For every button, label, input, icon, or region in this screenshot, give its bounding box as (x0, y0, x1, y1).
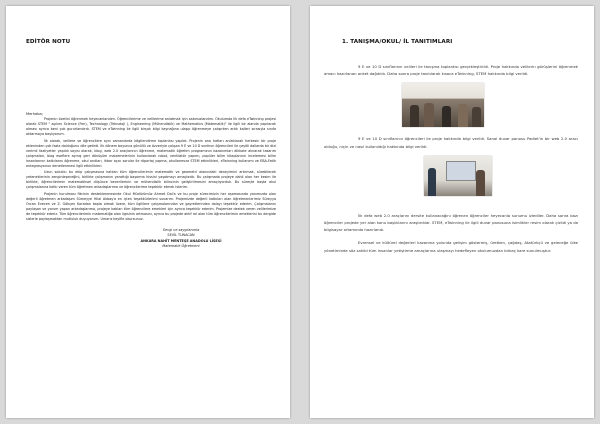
greeting: Merhaba; (26, 112, 43, 116)
right-page (310, 6, 594, 418)
section-heading: 1. TANIŞMA/OKUL/ İL TANITIMLARI (342, 39, 453, 45)
editor-photo-placeholder (26, 51, 86, 105)
left-page (6, 6, 290, 418)
right-paragraph-1: 9 E ve 10 D sınıflarının velileri ile tanışma toplantısı gerçekleştirildi. Proje hakkında velilerin görüşlerini öğrenmek amacı hazırlanan anket dağıtıldı. Daha sonra proje tanıtılarak kısaca eTwinning, STEM hakkında bilgi verildi. (324, 64, 578, 77)
signature-closing: Sevgi ve saygılarımla (162, 227, 200, 232)
signature-block (86, 228, 276, 250)
editor-paragraph-3: Uzun soluklu bu ekip çalışmasına katılan tüm öğrencilerimin matematik ve geometri alanındaki deneyimini artırmak, sürebilecek yeteneklerinin zenginleşeceğini, birlikte çalışmanın yarattığı başarma hissini yaşatmayı amaçladık. Bu çalışmada projeye dahil olan her kesim ile birlikte, öğrencilerimin matematiksel düşünce becerilerinin ve mühendislik bilincinin geliştirilmesini amaçlıyorduk. Bu süreçte başta okul çalışmalarına katkı veren tüm öğretmen arkadaşlarıma ve öğrencilerime teşekkür etmek isterim. (26, 170, 276, 189)
signature-name: SEVİL TUNACAN (167, 233, 195, 238)
right-paragraph-4: Evrensel ve kültürel değerleri kazanma yolunda gelişim göstermiş, üretken, çağdaş, Atatürkçü ve geleceğe ülke yönetiminde söz sahibi tüm insanlar yetiştirme amaçlarına ulaşmayı hedefleyen okulumuzdan birkaç kare sunulmuştur. (324, 240, 578, 253)
signature-school: ANKARA NAHİT MENTEŞE ANADOLU LİSESİ (140, 238, 222, 243)
editor-note-heading: EDİTÖR NOTU (26, 39, 71, 45)
editor-paragraph-1: Projenin özetini öğrenmek heyecanlandım. Öğrencilerime ve velilerime anlatmak için sabırsızlandım. Okulumda ilk defa eTwinning projesi olarak STEM " açılımı Science (Fen), Technology (Teknoloji ), Engineering (Mühendislik) ve Mathematics (Matematik)" ile ilgili bir alanda yapılacak olması ayrıca beni çok gururlandırdı. STEM ve eTwinning ile ilgili birçok bilgi kaynağına ulaşıp öğrenmeye çalışırken artık kalleri sırasıyla sınıfa aktarmaya başlıyorum. (26, 117, 276, 136)
editor-paragraph-2: İlk olarak, velilere ve öğrencilere aynı zamanlarda bilgilendirme toplantısı yapıldı. Projenin ana hatları anlatılarak herkesin bir proje ekleninden çok fazla dolduğunu dile getirdi. İlk dönem boyunca gönüllü ve özveriyle çalışan 9 E ve 10 D sınıfının öğrencileri ile çeşitli dallarda bir dizi verimli faaliyetler yapıldı sayısı olarak, blog, web 2.0 araçlarının öğrenme, matematik öğretim programının kazanımları dikkate alınarak tasarım çalışmaları, blog eseflere açmış geri dönüşüm malzemelerinin kullanılarak robot, ventilatör yapımı, popüler bilim kitaplarının incelemesi bilim insanlarının katkılarını öğrenme, okul anıtları, ihbar açıcı sorular ile röportaj yapma, okullarımıza STEM etkinlikleri, eTwinning kullanımı ve EBA-Fatih entegrasyonun denetlenmesi ilgili etkinlikleri. (26, 138, 276, 168)
right-paragraph-2: 9 E ve 10 D sınıflarının öğrencileri ile proje hakkında bilgi verildi. Sanal duvar panosu Padlet'in bir web 2.0 aracı olduğu, niçin ve nasıl kullanıldığı hakkında bilgi verildi. (324, 136, 578, 149)
right-paragraph-3: İlk defa web 2.0 araçlarını dersite kullanacağını öğrenen öğrenciler heyecanla sunumu izlediler. Daha sonra bazı öğrenciler projede yer alan konu başlıklarını araştırdılar. STEM, eTwinning ile ilgili duvar panosuna isimlikler resim olarak çizildi ya da bilgisayar ortamında hazırlandı. (324, 212, 578, 233)
meeting-photo (402, 83, 484, 127)
editor-paragraph-4: Projenin kurulması fikrinin desteklenmesinde Okul Müdürümüz Ahmet Dal'a ve bu proje sürecimizin her aşamasında yanımızda olan değerli öğretmen arkadaşım Sümeyye Hilal Akbaş'a en içten teşekkürlerimi sunarım. Projemizde değerli katkıları olan öğretmenlerimiz Süreyya Orcan Evecen ve Z. Gökçen Karadan başta olmak üzere, tüm ilgililere çalışmalarından ve gayretlerinden dolayı teşekkür ederim. Çalışmalarını paylaşan ve yorum yapan arkadaşlarıma, projeye katılan tüm öğrencilere emekleri için ayrıca teşekkür ederim. Projemize destek veren velilerimize de teşekkür ederiz. Tüm öğrencilerimin matematiğe olan ilgisinin artmasını, ayrıca bu projede aktif rol alan tüm öğrencilerimin emeklerini bu dergide sizlerle paylaşmaktan mutluluk duyuyorum. Umarız keyifle okursunuz. (26, 191, 276, 221)
signature-title: Matematik Öğretmeni (162, 244, 200, 249)
classroom-photo (424, 156, 492, 196)
